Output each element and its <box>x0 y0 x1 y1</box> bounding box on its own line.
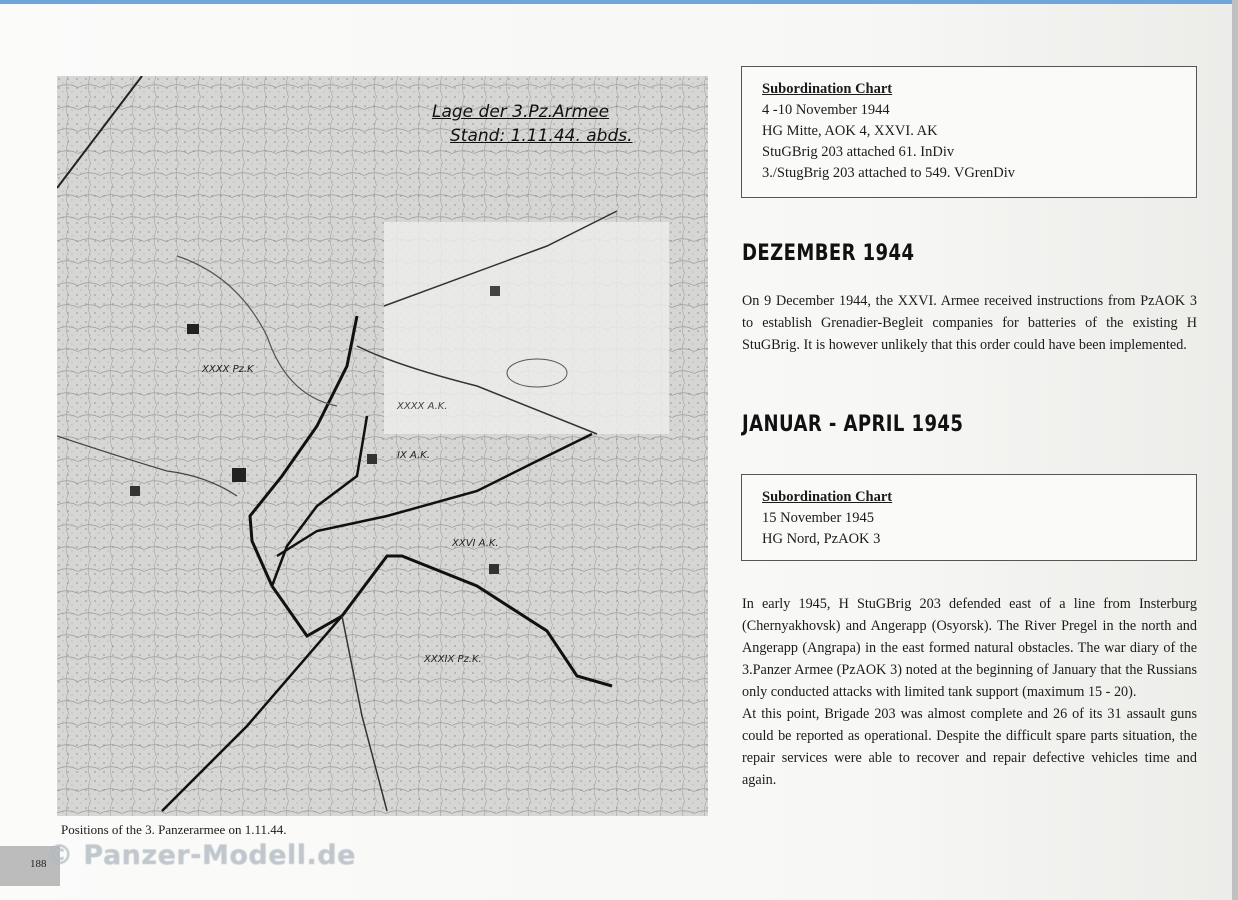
section-text-januar <box>742 593 1197 791</box>
map-drawing <box>57 76 708 816</box>
chart-line: 3./StugBrig 203 attached to 549. VGrenDiv <box>762 165 1016 181</box>
chart-title: Subordination Chart <box>762 489 893 505</box>
map-label: XXVI A.K. <box>452 538 499 549</box>
paragraph: In early 1945, H StuGBrig 203 defended east of a line from Insterburg (Chernyakhovsk) and Angerapp (Osyorsk). The River Pregel in the north and Angerapp (Angrapa) in the east formed natural obstacles. The war diary of the 3.Panzer Armee (PzAOK 3) noted at the beginning of January that the Russians only conducted attacks with limited tank support (maximum 15 - 20). <box>742 596 1197 700</box>
chart-line: 4 -10 November 1944 <box>762 102 890 118</box>
unit-symbol <box>490 286 500 296</box>
map-label: XXXX Pz.K <box>202 364 254 375</box>
subordination-chart-1 <box>741 66 1197 198</box>
map-label: IX A.K. <box>397 450 430 461</box>
unit-symbol <box>489 564 499 574</box>
unit-symbol <box>367 454 377 464</box>
section-text-dezember: On 9 December 1944, the XXVI. Armee received instructions from PzAOK 3 to establish Grenadier-Begleit companies for batteries of the existing H StuGBrig. It is however unlikely that this order could have been implemented. <box>742 293 1197 353</box>
section-heading-dezember: DEZEMBER 1944 <box>742 241 915 266</box>
chart-line: 15 November 1945 <box>762 510 874 526</box>
chart-line: HG Mitte, AOK 4, XXVI. AK <box>762 123 938 139</box>
chart-title: Subordination Chart <box>762 81 893 97</box>
map-label: XXXIX Pz.K. <box>424 654 482 665</box>
historical-map <box>57 76 708 816</box>
paragraph: At this point, Brigade 203 was almost complete and 26 of its 31 assault guns could be reported as operational. Despite the difficult spare parts situation, the repair services were able to recover and repair defective vehicles time and again. <box>742 706 1197 788</box>
page-number: 188 <box>30 858 47 870</box>
unit-symbol <box>130 486 140 496</box>
watermark: © Panzer-Modell.de <box>46 840 356 871</box>
chart-line: StuGBrig 203 attached 61. InDiv <box>762 144 955 160</box>
map-title-line2: Stand: 1.11.44. abds. <box>450 126 633 146</box>
map-label: XXXX A.K. <box>397 401 448 412</box>
unit-symbol <box>232 468 246 482</box>
chart-line: HG Nord, PzAOK 3 <box>762 531 881 547</box>
map-caption: Positions of the 3. Panzerarmee on 1.11.44. <box>61 822 287 837</box>
subordination-chart-2 <box>741 474 1197 561</box>
unit-symbol <box>187 324 199 334</box>
section-heading-januar: JANUAR - APRIL 1945 <box>742 412 964 437</box>
map-title-line1: Lage der 3.Pz.Armee <box>432 102 610 122</box>
page-edge <box>1232 0 1238 900</box>
